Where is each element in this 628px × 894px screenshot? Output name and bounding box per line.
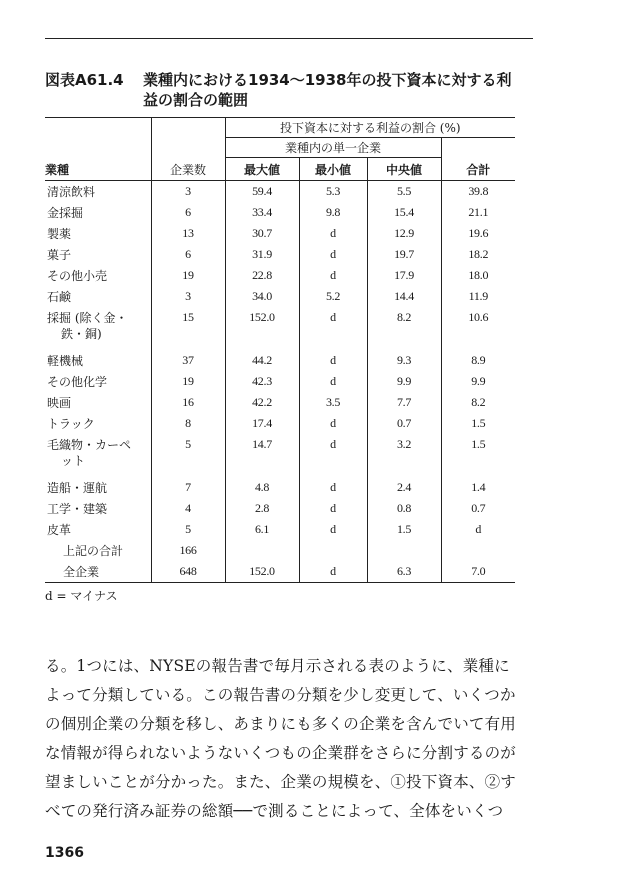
max-cell: 6.1 bbox=[225, 519, 299, 540]
min-cell: d bbox=[299, 223, 367, 244]
min-cell: 5.3 bbox=[299, 181, 367, 203]
table-row bbox=[45, 350, 515, 371]
top-rule bbox=[45, 38, 533, 39]
min-cell: 3.5 bbox=[299, 392, 367, 413]
industry-cell: 工学・建築 bbox=[47, 501, 108, 516]
industry-line2: ット bbox=[61, 454, 86, 468]
table-row bbox=[45, 307, 515, 350]
table-note: d = マイナス bbox=[45, 589, 118, 603]
header-group: 投下資本に対する利益の割合 (%) bbox=[225, 118, 515, 138]
count-cell: 15 bbox=[151, 307, 225, 350]
industry-line1: 採掘 (除く金・ bbox=[47, 311, 128, 325]
median-cell: 19.7 bbox=[367, 244, 441, 265]
count-cell: 16 bbox=[151, 392, 225, 413]
table-row bbox=[45, 498, 515, 519]
body-line: る。1つには、NYSEの報告書で毎月示される表のように、業種に bbox=[45, 657, 510, 675]
total-cell: 0.7 bbox=[441, 498, 515, 519]
max-cell: 42.2 bbox=[225, 392, 299, 413]
median-cell: 2.4 bbox=[367, 477, 441, 498]
industry-cell bbox=[45, 307, 151, 350]
table-row bbox=[45, 244, 515, 265]
industry-cell: トラック bbox=[47, 416, 95, 431]
total-cell: d bbox=[441, 519, 515, 540]
header-subgroup: 業種内の単一企業 bbox=[225, 138, 441, 158]
count-cell: 3 bbox=[151, 181, 225, 203]
total-cell: 19.6 bbox=[441, 223, 515, 244]
max-cell: 30.7 bbox=[225, 223, 299, 244]
industry-cell: 石鹸 bbox=[47, 289, 72, 304]
header-max: 最大値 bbox=[225, 158, 299, 181]
industry-cell: その他化学 bbox=[47, 374, 108, 389]
median-cell: 12.9 bbox=[367, 223, 441, 244]
count-cell: 13 bbox=[151, 223, 225, 244]
total-cell: 7.0 bbox=[441, 561, 515, 583]
count-cell: 7 bbox=[151, 477, 225, 498]
total-cell: 10.6 bbox=[441, 307, 515, 350]
body-line: よって分類している。この報告書の分類を少し変更して、いくつか bbox=[45, 686, 516, 704]
max-cell: 17.4 bbox=[225, 413, 299, 434]
industry-line2: 鉄・銅) bbox=[61, 327, 102, 341]
median-cell: 3.2 bbox=[367, 434, 441, 477]
industry-cell: 全企業 bbox=[45, 561, 151, 583]
table-row bbox=[45, 286, 515, 307]
industry-line1: 毛織物・カーペ bbox=[47, 438, 132, 452]
table-row bbox=[45, 202, 515, 223]
median-cell: 6.3 bbox=[367, 561, 441, 583]
median-cell: 17.9 bbox=[367, 265, 441, 286]
median-cell: 5.5 bbox=[367, 181, 441, 203]
profit-range-table bbox=[45, 117, 515, 583]
table-row bbox=[45, 477, 515, 498]
body-paragraph bbox=[45, 652, 535, 826]
median-cell: 9.9 bbox=[367, 371, 441, 392]
min-cell: d bbox=[299, 434, 367, 477]
median-cell: 0.7 bbox=[367, 413, 441, 434]
table-row bbox=[45, 413, 515, 434]
max-cell: 33.4 bbox=[225, 202, 299, 223]
max-cell: 44.2 bbox=[225, 350, 299, 371]
table-caption bbox=[45, 70, 545, 110]
industry-cell: 造船・運航 bbox=[47, 480, 108, 495]
min-cell: d bbox=[299, 265, 367, 286]
min-cell: d bbox=[299, 413, 367, 434]
total-cell: 1.5 bbox=[441, 434, 515, 477]
min-cell: d bbox=[299, 498, 367, 519]
total-cell: 21.1 bbox=[441, 202, 515, 223]
count-cell: 5 bbox=[151, 519, 225, 540]
min-cell: 9.8 bbox=[299, 202, 367, 223]
median-cell: 7.7 bbox=[367, 392, 441, 413]
total-cell: 18.2 bbox=[441, 244, 515, 265]
max-cell: 4.8 bbox=[225, 477, 299, 498]
page-number: 1366 bbox=[45, 845, 84, 861]
max-cell: 59.4 bbox=[225, 181, 299, 203]
body-line: の個別企業の分類を移し、あまりにも多くの企業を含んでいて有用 bbox=[45, 715, 517, 733]
body-line: べての発行済み証券の総額──で測ることによって、全体をいくつ bbox=[45, 802, 504, 820]
industry-cell: 上記の合計 bbox=[63, 543, 124, 558]
total-cell: 8.2 bbox=[441, 392, 515, 413]
caption-title-line1: 業種内における1934〜1938年の投下資本に対する利 bbox=[143, 71, 512, 89]
median-cell: 9.3 bbox=[367, 350, 441, 371]
industry-cell: 映画 bbox=[47, 395, 72, 410]
min-cell: d bbox=[299, 561, 367, 583]
table-row bbox=[45, 265, 515, 286]
min-cell: d bbox=[299, 371, 367, 392]
header-min: 最小値 bbox=[299, 158, 367, 181]
max-cell: 152.0 bbox=[225, 561, 299, 583]
count-cell: 19 bbox=[151, 371, 225, 392]
max-cell: 152.0 bbox=[225, 307, 299, 350]
table-row bbox=[45, 519, 515, 540]
min-cell: d bbox=[299, 307, 367, 350]
industry-cell bbox=[45, 434, 151, 477]
max-cell: 31.9 bbox=[225, 244, 299, 265]
count-cell: 8 bbox=[151, 413, 225, 434]
min-cell: 5.2 bbox=[299, 286, 367, 307]
table-row bbox=[45, 434, 515, 477]
total-cell: 39.8 bbox=[441, 181, 515, 203]
header-industry: 業種 bbox=[45, 158, 151, 181]
subtotal-row bbox=[45, 540, 515, 561]
count-cell: 3 bbox=[151, 286, 225, 307]
count-cell: 4 bbox=[151, 498, 225, 519]
count-cell: 5 bbox=[151, 434, 225, 477]
count-cell: 6 bbox=[151, 244, 225, 265]
count-cell: 648 bbox=[151, 561, 225, 583]
max-cell: 14.7 bbox=[225, 434, 299, 477]
count-cell: 37 bbox=[151, 350, 225, 371]
min-cell: d bbox=[299, 477, 367, 498]
table-row bbox=[45, 181, 515, 203]
max-cell: 42.3 bbox=[225, 371, 299, 392]
min-cell: d bbox=[299, 519, 367, 540]
header-count: 企業数 bbox=[151, 158, 225, 181]
industry-cell: 菓子 bbox=[47, 247, 72, 262]
total-cell: 18.0 bbox=[441, 265, 515, 286]
total-cell: 1.4 bbox=[441, 477, 515, 498]
caption-title-line2: 益の割合の範囲 bbox=[143, 91, 249, 109]
body-line: な情報が得られないようないくつもの企業群をさらに分割するのが bbox=[45, 744, 517, 762]
min-cell: d bbox=[299, 244, 367, 265]
median-cell: 14.4 bbox=[367, 286, 441, 307]
total-cell: 9.9 bbox=[441, 371, 515, 392]
header-total: 合計 bbox=[441, 158, 515, 181]
min-cell: d bbox=[299, 350, 367, 371]
max-cell: 2.8 bbox=[225, 498, 299, 519]
body-line: 望ましいことが分かった。また、企業の規模を、①投下資本、②す bbox=[45, 773, 517, 791]
count-cell: 166 bbox=[151, 540, 225, 561]
industry-cell: 金採掘 bbox=[47, 205, 84, 220]
industry-cell: 軽機械 bbox=[47, 353, 84, 368]
median-cell: 0.8 bbox=[367, 498, 441, 519]
header-median: 中央値 bbox=[367, 158, 441, 181]
max-cell: 22.8 bbox=[225, 265, 299, 286]
caption-id: 図表A61.4 bbox=[45, 71, 124, 89]
median-cell: 1.5 bbox=[367, 519, 441, 540]
max-cell: 34.0 bbox=[225, 286, 299, 307]
total-cell: 11.9 bbox=[441, 286, 515, 307]
median-cell: 15.4 bbox=[367, 202, 441, 223]
table-row bbox=[45, 392, 515, 413]
table-row bbox=[45, 371, 515, 392]
table-row bbox=[45, 223, 515, 244]
all-companies-row bbox=[45, 561, 515, 583]
industry-cell: 皮革 bbox=[47, 522, 72, 537]
industry-cell: 製薬 bbox=[47, 226, 72, 241]
industry-cell: その他小売 bbox=[47, 268, 108, 283]
total-cell: 8.9 bbox=[441, 350, 515, 371]
total-cell: 1.5 bbox=[441, 413, 515, 434]
industry-cell: 清涼飲料 bbox=[47, 184, 96, 199]
median-cell: 8.2 bbox=[367, 307, 441, 350]
count-cell: 6 bbox=[151, 202, 225, 223]
count-cell: 19 bbox=[151, 265, 225, 286]
